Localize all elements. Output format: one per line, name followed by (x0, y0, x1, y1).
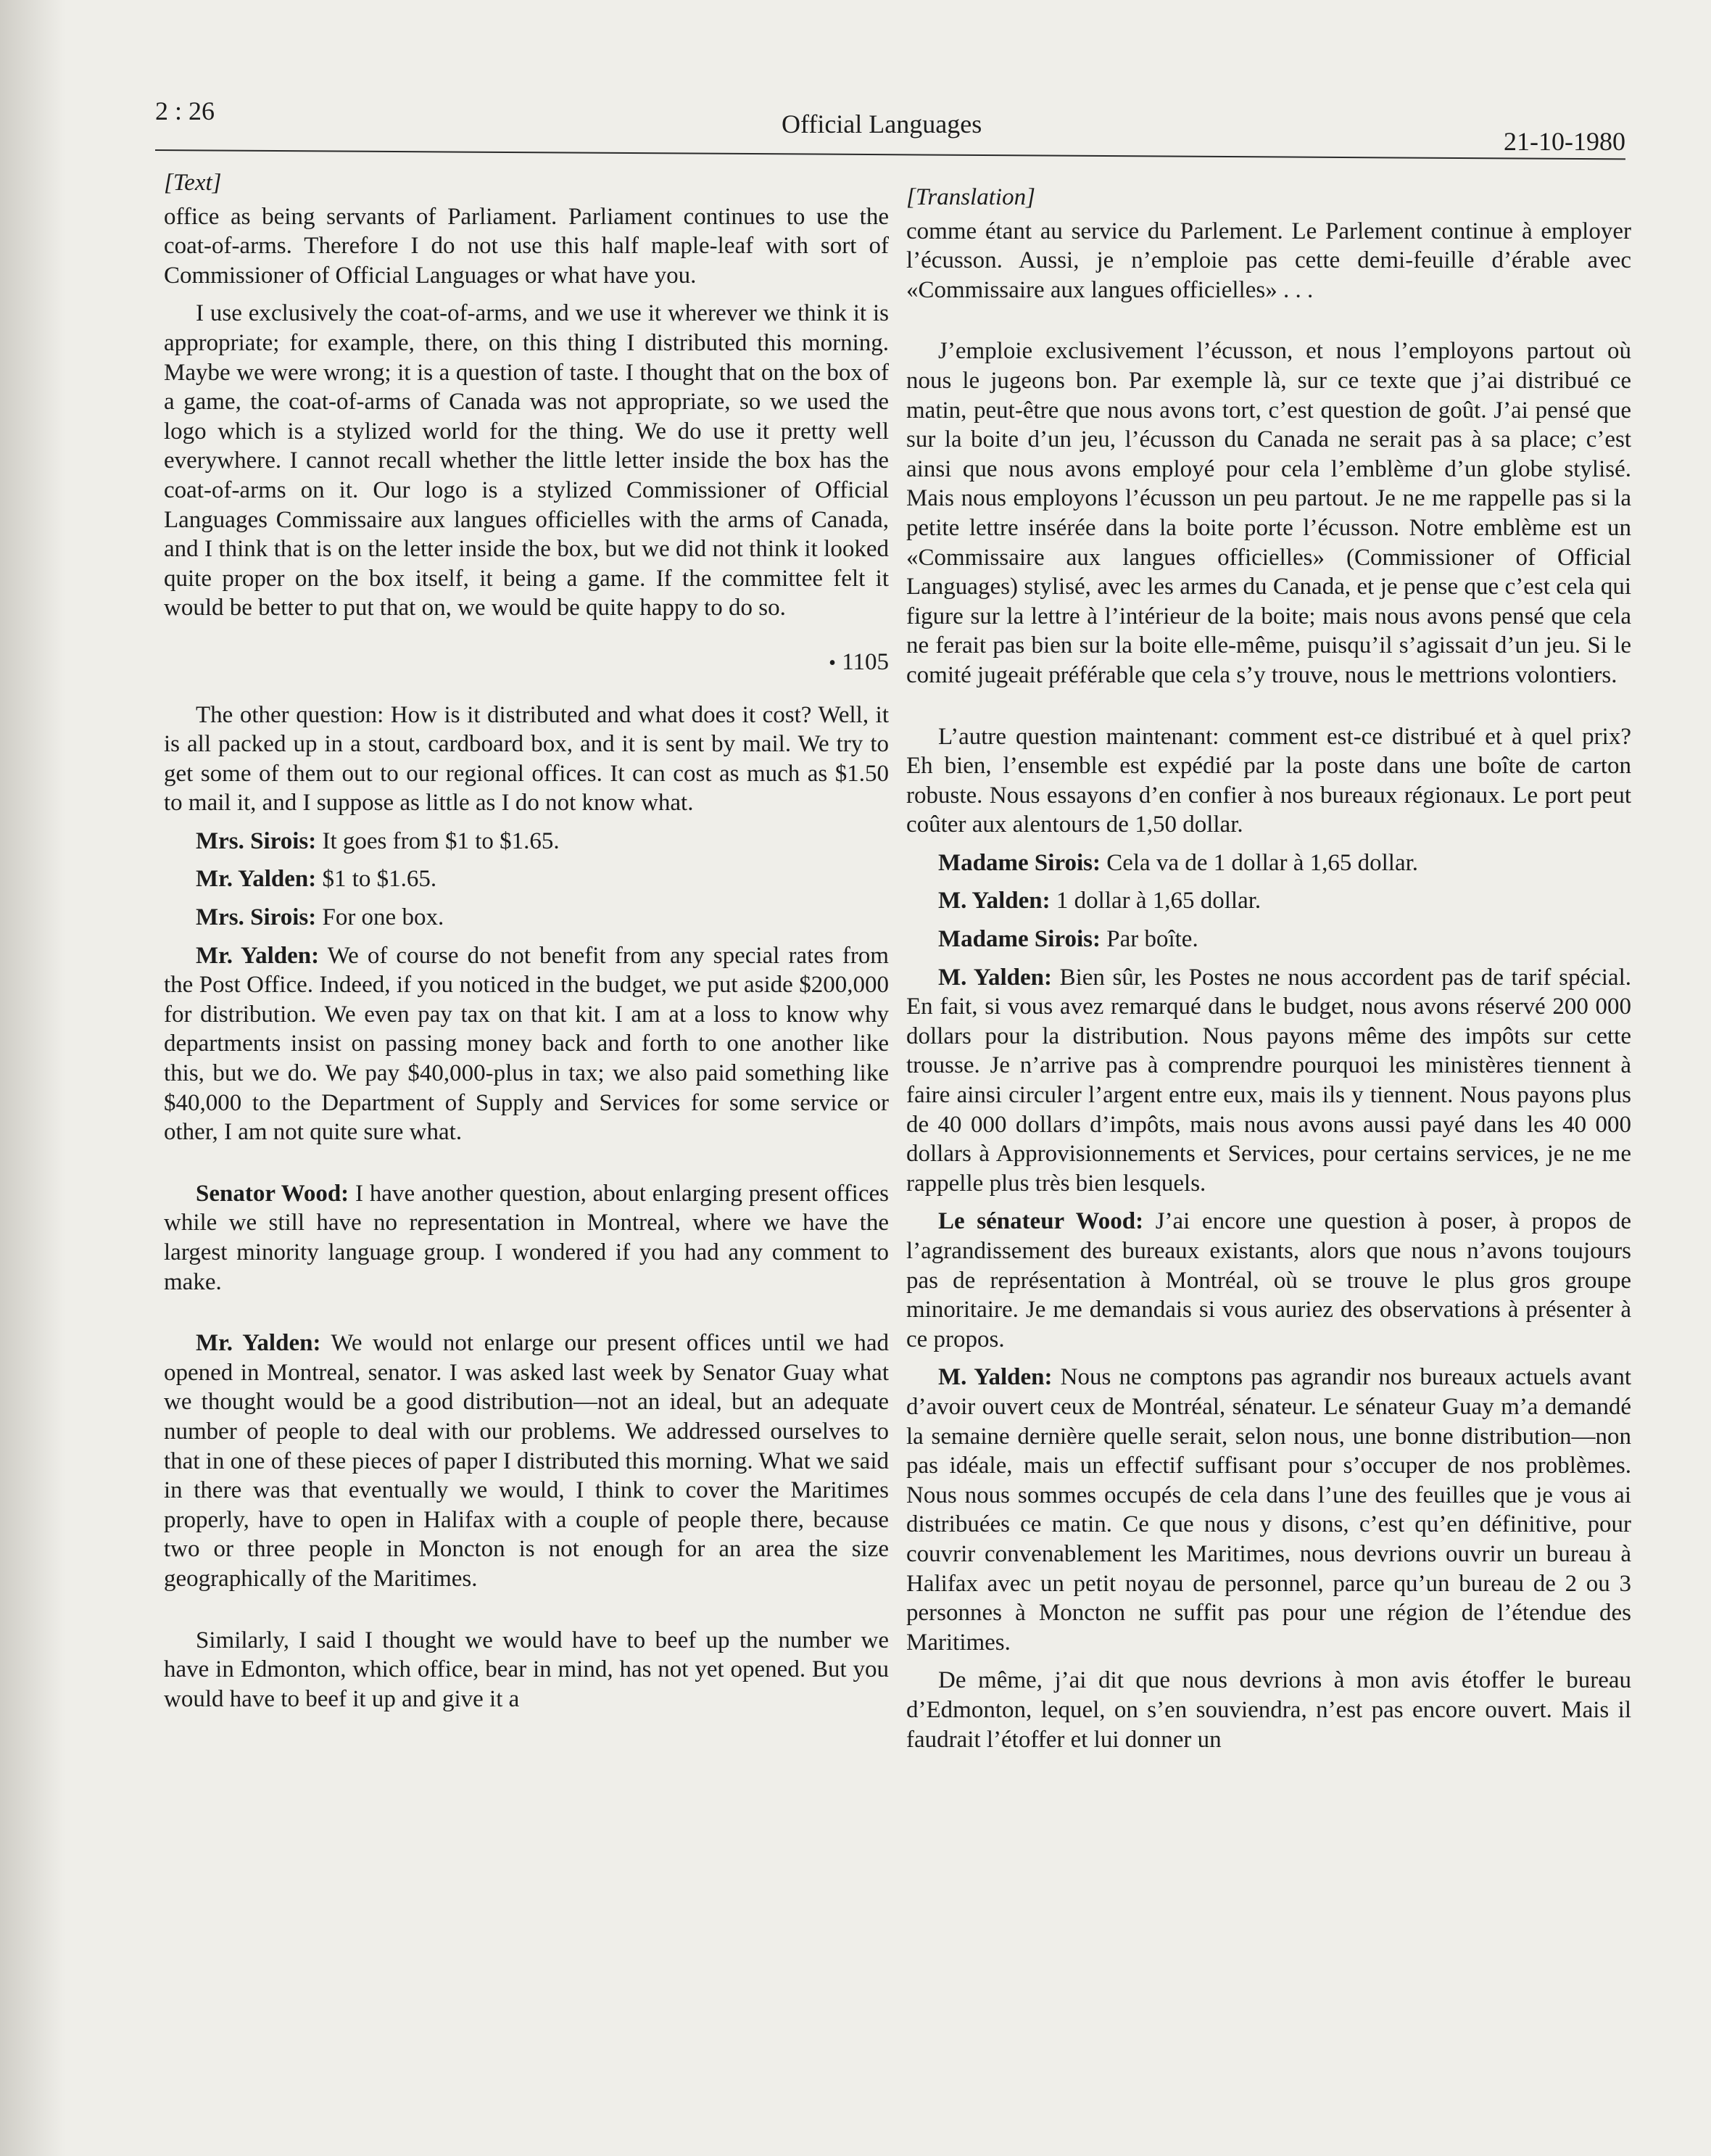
time-marker (164, 648, 889, 679)
speaker-text: J’ai encore une question à poser, à propos de l’agrandissement des bureaux existants, alors que nous n’avons toujours pas de représentation à Montréal, où se trouve le plus gros groupe minoritaire. Je me demandais si vous auriez des observations à présenter à ce propos. (906, 1208, 1632, 1352)
speaker-text: Nous ne comptons pas agrandir nos bureaux actuels avant d’avoir ouvert ceux de Montréal, sénateur. Le sénateur Guay m’a demandé la semaine dernière quelle serait, selon nous, une bonne distribution—non pas idéale, mais un effectif suffisant pour s’occuper de nos problèmes. Nous nous sommes occupés de cela dans l’une des feuilles que je vous ai distribuées ce matin. Ce que nous y disons, c’est qu’en définitive, pour couvrir convenablement les Maritimes, nous devrions ouvrir un bureau à Halifax avec un petit noyau de personnel, parce qu’un bureau de 2 ou 3 personnes à Moncton ne suffit pas pour une région de l’étendue des Maritimes. (906, 1364, 1631, 1656)
paragraph: The other question: How is it distributed and what does it cost? Well, it is all packed up in a stout, cardboard box, and it is sent by mail. We try to get some of them out to our regional offices. It can cost as much as $1.50 to mail it, and I suppose as little as I do not know what. (164, 701, 889, 817)
speaker-text: I have another question, about enlarging present offices while we still have no representation in Montreal, where we have the largest minority language group. I wondered if you had any comment to make. (164, 1180, 889, 1295)
speaker-name: M. Yalden: (938, 964, 1052, 991)
speaker-name: M. Yalden: (938, 1364, 1053, 1391)
paragraph: J’emploie exclusivement l’écusson, et nous l’employons partout où nous le jugeons bon. Par exemple là, sur ce texte que j’ai distribué ce matin, peut-être que nous avons tort, c’est question de goût. J’ai pensé que sur la boite d’un jeu, l’écusson du Canada ne serait pas à sa place; c’est ainsi que nous avons employé pour cela l’emblème d’un globe stylisé. Mais nous employons l’écusson un peu partout. Je ne me rappelle pas si la petite lettre insérée dans la boite porte l’écusson. Notre emblème est un «Commissaire aux langues officielles» (Commissioner of Official Languages) stylisé, avec les armes du Canada, et je pense que c’est cela qui figure sur la lettre à l’intérieur de la boite; mais nous avons pensé que cela ne ferait pas bien sur la boite elle-même, puisqu’il s’agissait d’un jeu. Si le comité jugeait préférable que cela s’y trouve, nous le mettrions volontiers. (906, 338, 1631, 688)
speaker-name: Mrs. Sirois: (196, 904, 317, 931)
time-marker-value: 1105 (842, 648, 889, 675)
speaker-name: M. Yalden: (938, 888, 1051, 914)
speaker-turn (906, 1363, 1631, 1657)
bullet-icon: • (829, 651, 836, 674)
paragraph: comme étant au service du Parlement. Le Parlement continue à employer l’écusson. Aussi, je n’emploie pas cette demi-feuille d’érable avec «Commissaire aux langues officielles» . . . (906, 218, 1631, 303)
speaker-turn (164, 827, 889, 856)
speaker-text: Bien sûr, les Postes ne nous accordent pas de tarif spécial. En fait, si vous avez remarqué dans le budget, nous avons réservé 200 000 dollars pour la distribution. Nous payons même des impôts sur cette trousse. Je n’arrive pas à comprendre pourquoi les ministères tiennent à faire ainsi circuler l’argent entre eux, mais ils y tiennent. Nous payons plus de 40 000 dollars d’impôts, mais nous avons aussi payé dans les 40 000 dollars à Approvisionnements et Services, pour certains services, je ne me rappelle plus très bien lesquels. (906, 964, 1631, 1197)
speaker-text: 1 dollar à 1,65 dollar. (1050, 888, 1262, 914)
speaker-text: It goes from $1 to $1.65. (316, 827, 560, 854)
page-number: 2 : 26 (155, 96, 215, 125)
translation-label: [Translation] (906, 184, 1035, 210)
paragraph: De même, j’ai dit que nous devrions à mon avis étoffer le bureau d’Edmonton, lequel, on s’en souviendra, n’est pas encore ouvert. Mais il faudrait l’étoffer et lui donner un (906, 1667, 1631, 1753)
speaker-turn (906, 925, 1631, 954)
speaker-text: We would not enlarge our present offices until we had opened in Montreal, senator. I was asked last week by Senator Guay what we thought would be a good distribution—not an ideal, but an adequate number of people to deal with our problems. We addressed ourselves to that in one of these pieces of paper I distributed this morning. What we said in there was that eventually we would, I think to cover the Maritimes properly, have to open in Halifax with a couple of people there, because two or three people in Moncton is not enough for an area the size geographically of the Maritimes. (164, 1330, 889, 1592)
paragraph: office as being servants of Parliament. Parliament continues to use the coat-of-arms. Therefore I do not use this half maple-leaf with sort of Commissioner of Official Languages or what have you. (164, 203, 889, 289)
english-column (164, 168, 889, 1722)
page-header (155, 87, 1625, 160)
text-label: [Text] (164, 170, 222, 196)
speaker-name: Mr. Yalden: (196, 1330, 321, 1357)
speaker-text: $1 to $1.65. (316, 866, 437, 893)
speaker-turn (164, 1179, 889, 1297)
speaker-turn (164, 1329, 889, 1593)
speaker-name: Le sénateur Wood: (938, 1208, 1144, 1235)
speaker-text: We of course do not benefit from any special rates from the Post Office. Indeed, if you noticed in the budget, we put aside $200,000 for distribution. We even pay tax on that kit. I am at a loss to know why departments insist on passing money back and forth to one another like this, but we do. We pay $40,000-plus in tax; we also paid something like $40,000 to the Department of Supply and Services for some service or other, I am not quite sure what. (164, 942, 889, 1146)
speaker-name: Mrs. Sirois: (196, 827, 317, 854)
speaker-turn (906, 886, 1631, 916)
speaker-name: Mr. Yalden: (196, 942, 320, 969)
paragraph: I use exclusively the coat-of-arms, and we use it wherever we think it is appropriate; for example, there, on this thing I distributed this morning. Maybe we were wrong; it is a question of taste. I thought that on the box of a game, the coat-of-arms of Canada was not appropriate, so we used the logo which is a stylized world for the thing. We do use it pretty well everywhere. I cannot recall whether the little letter inside the box has the coat-of-arms on it. Our logo is a stylized Commissioner of Official Languages Commissaire aux langues officielles with the arms of Canada, and I think that is on the letter inside the box, but we did not think it looked quite proper on the box itself, it being a game. If the committee felt it would be better to put that on, we would be quite happy to do so. (164, 300, 889, 621)
speaker-text: Par boîte. (1100, 926, 1198, 953)
running-title: Official Languages (782, 110, 982, 139)
speaker-name: Senator Wood: (196, 1180, 349, 1207)
speaker-name: Madame Sirois: (938, 849, 1101, 876)
speaker-text: For one box. (316, 904, 444, 931)
page-date: 21-10-1980 (1504, 127, 1625, 156)
speaker-turn (164, 903, 889, 933)
paragraph: L’autre question maintenant: comment est-ce distribué et à quel prix? Eh bien, l’ensemble est expédié par la poste dans une boîte de carton robuste. Nous essayons d’en confier à nos bureaux régionaux. Le port peut coûter aux alentours de 1,50 dollar. (906, 723, 1631, 838)
french-column (906, 183, 1631, 1763)
speaker-text: Cela va de 1 dollar à 1,65 dollar. (1100, 849, 1419, 876)
speaker-name: Mr. Yalden: (196, 866, 317, 893)
speaker-name: Madame Sirois: (938, 926, 1101, 953)
speaker-turn (164, 864, 889, 894)
speaker-turn (164, 941, 889, 1147)
paragraph: Similarly, I said I thought we would have to beef up the number we have in Edmonton, which office, bear in mind, has not yet opened. But you would have to beef it up and give it a (164, 1627, 889, 1712)
binding-shadow (0, 0, 65, 2156)
speaker-turn (906, 848, 1631, 878)
speaker-turn (906, 963, 1631, 1199)
speaker-turn (906, 1207, 1631, 1354)
